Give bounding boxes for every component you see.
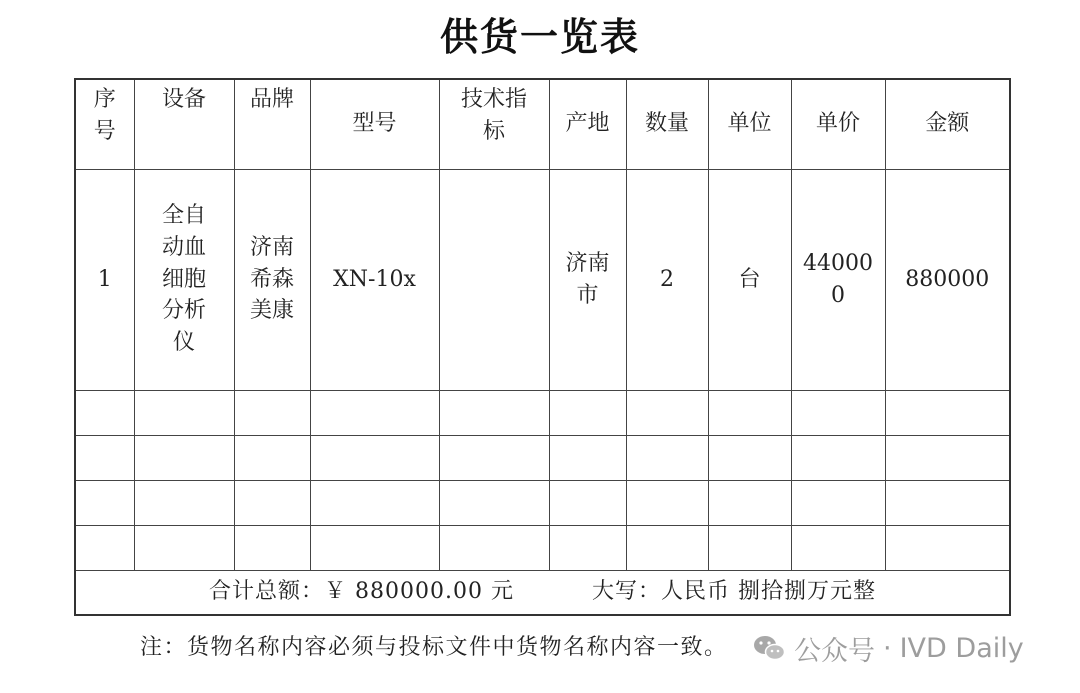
cell-unit-price: 440000 [791, 169, 885, 390]
empty-row [75, 525, 1010, 570]
cell-brand: 济南希森美康 [234, 169, 310, 390]
empty-row [75, 435, 1010, 480]
empty-row [75, 480, 1010, 525]
page-title: 供货一览表 [439, 14, 640, 59]
header-spec: 技术指标 [439, 79, 549, 169]
watermark-brand: IVD Daily [899, 632, 1024, 664]
table-row [75, 169, 1010, 390]
header-model: 型号 [310, 79, 439, 169]
header-device: 设备 [134, 79, 234, 169]
cell-quantity: 2 [626, 169, 708, 390]
footnote: 注：货物名称内容必须与投标文件中货物名称内容一致。 [140, 635, 728, 660]
header-unit-price: 单价 [791, 79, 885, 169]
cell-origin: 济南市 [549, 169, 626, 390]
cell-spec [439, 169, 549, 390]
header-index: 序号 [75, 79, 134, 169]
watermark-separator: · [883, 632, 892, 664]
header-row [75, 79, 1010, 169]
watermark-label: 公众号 [794, 635, 875, 667]
cell-index: 1 [75, 169, 134, 390]
cell-model: XN-10x [310, 169, 439, 390]
wechat-logo-icon [752, 633, 786, 663]
header-amount: 金额 [885, 79, 1010, 169]
supply-table [74, 78, 1011, 616]
header-brand: 品牌 [234, 79, 310, 169]
empty-row [75, 390, 1010, 435]
header-quantity: 数量 [626, 79, 708, 169]
total-cell [75, 570, 1010, 615]
header-unit: 单位 [708, 79, 791, 169]
header-origin: 产地 [549, 79, 626, 169]
cell-amount: 880000 [885, 169, 1010, 390]
total-amount: 合计总额：￥ 880000.00 元 [209, 579, 514, 605]
cell-unit: 台 [708, 169, 791, 390]
total-row [75, 570, 1010, 615]
watermark [752, 628, 1024, 668]
total-uppercase: 大写：人民币 捌拾捌万元整 [591, 579, 876, 605]
cell-device: 全自动血细胞分析仪 [134, 169, 234, 390]
